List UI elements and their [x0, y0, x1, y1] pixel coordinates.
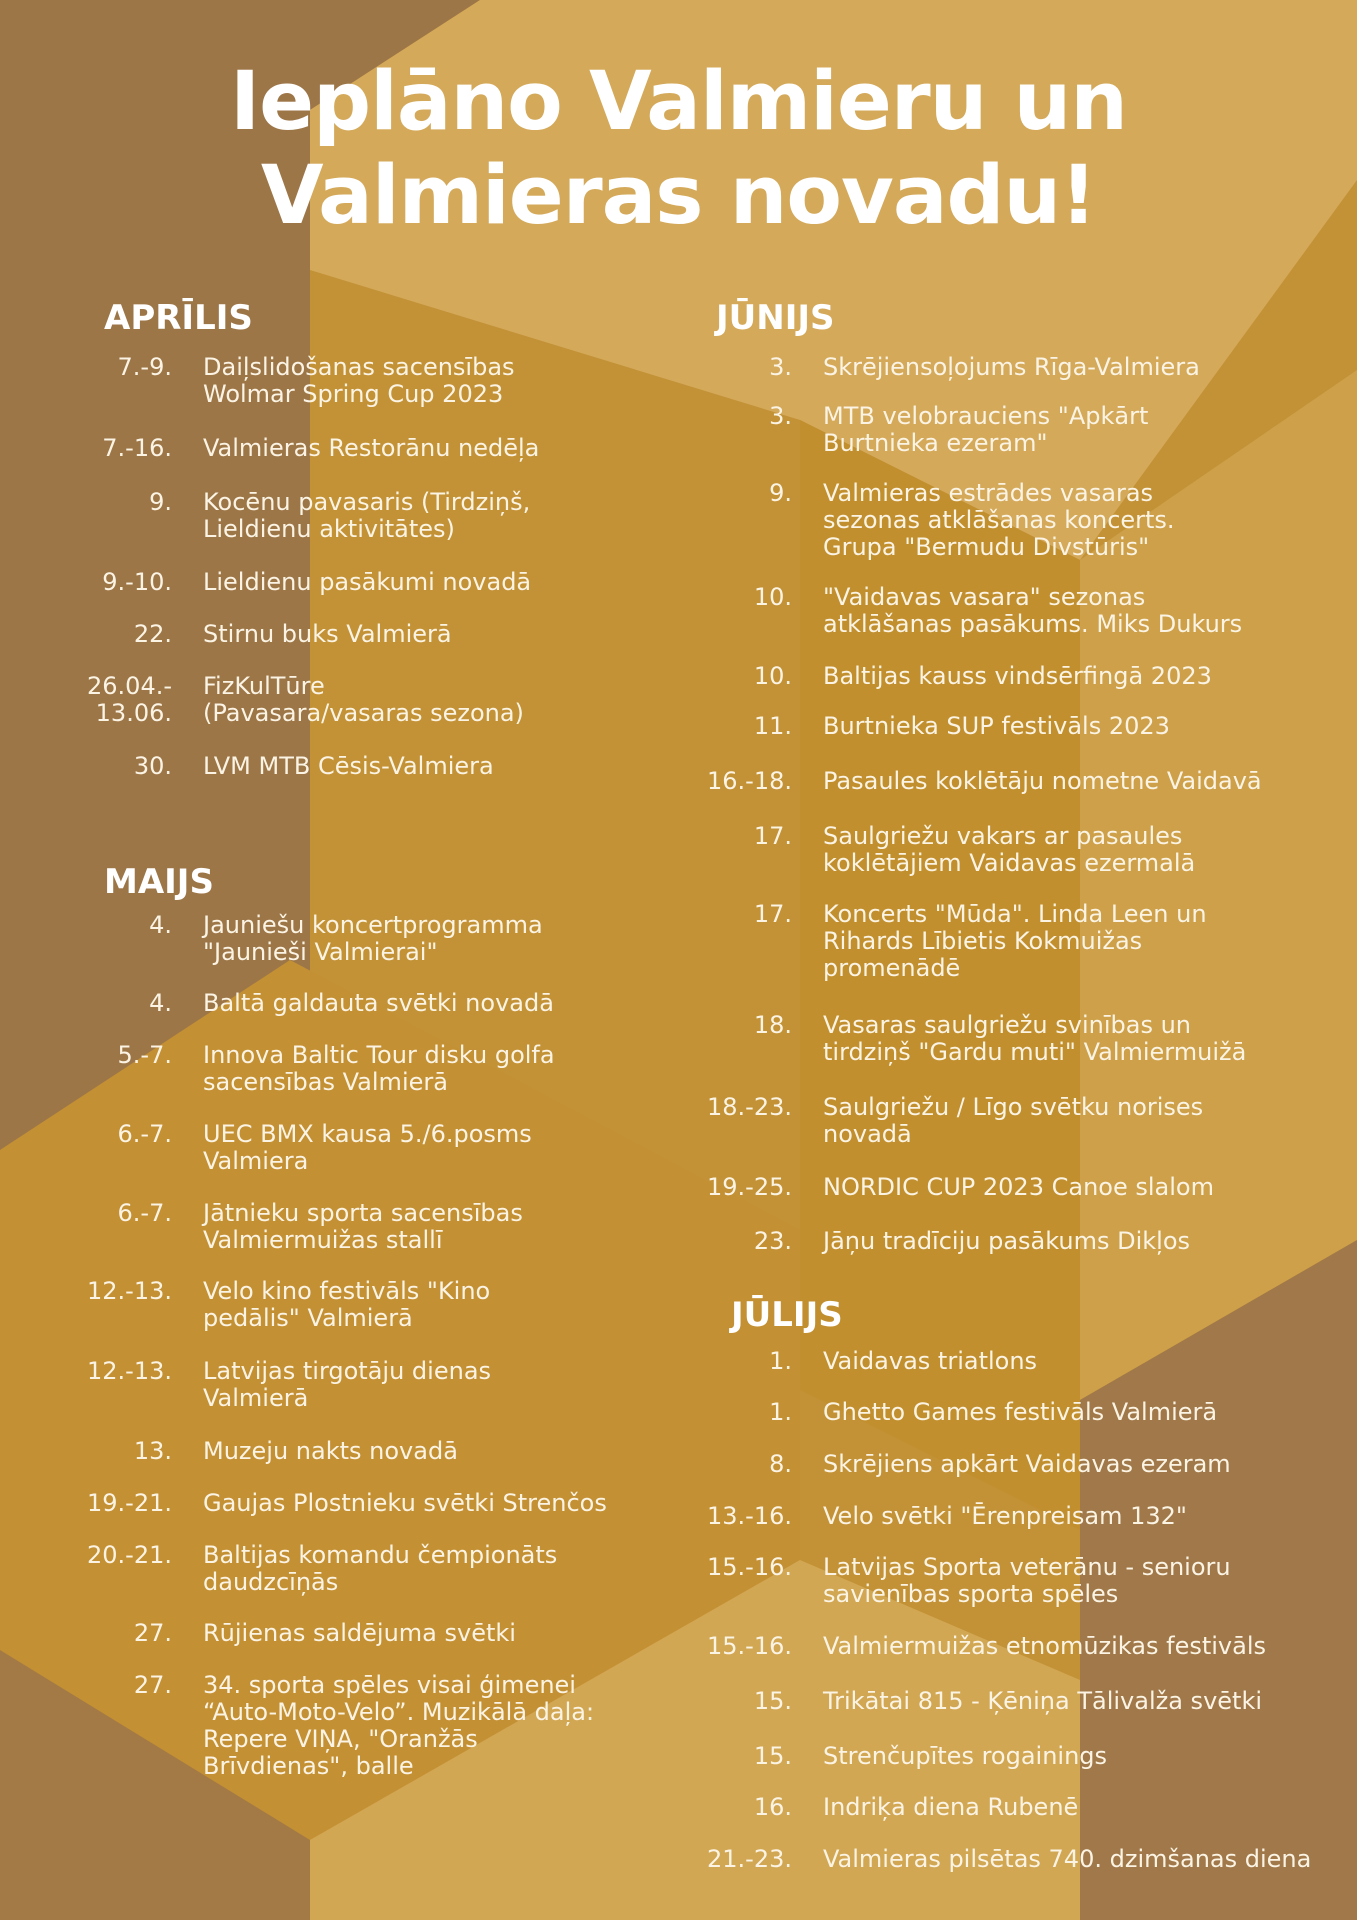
- event-title: Rūjienas saldējuma svētki: [203, 1619, 516, 1647]
- event-title: Strenčupītes rogainings: [823, 1742, 1108, 1770]
- month-heading-maijs: MAIJS: [104, 862, 214, 902]
- event-date: 30.: [133, 752, 172, 780]
- event-title: LVM MTB Cēsis-Valmiera: [203, 752, 494, 780]
- event-title: Valmieras estrādes vasaras sezonas atklāšanas koncerts. Grupa "Bermudu Divstūris": [823, 479, 1175, 561]
- event-date: 7.-9.: [117, 353, 172, 381]
- event-date: 23.: [753, 1227, 792, 1255]
- event-title: Baltijas kauss vindsērfingā 2023: [823, 662, 1212, 690]
- event-title: Vasaras saulgriežu svinības un tirdziņš "Gardu muti" Valmiermuižā: [823, 1011, 1247, 1066]
- event-title: Gaujas Plostnieku svētki Strenčos: [203, 1489, 607, 1517]
- event-date: 16.-18.: [707, 767, 792, 795]
- event-title: Innova Baltic Tour disku golfa sacensības Valmierā: [203, 1041, 555, 1096]
- event-title: Valmieras Restorānu nedēļa: [203, 434, 540, 462]
- event-title: Burtnieka SUP festivāls 2023: [823, 712, 1170, 740]
- event-date: 12.-13.: [87, 1357, 172, 1385]
- event-date: 15.-16.: [707, 1632, 792, 1660]
- event-date: 8.: [769, 1450, 792, 1478]
- event-date: 6.-7.: [117, 1120, 172, 1148]
- event-title: Jāņu tradīciju pasākums Dikļos: [823, 1227, 1191, 1255]
- event-date: 4.: [149, 989, 172, 1017]
- event-title: Indriķa diena Rubenē: [823, 1793, 1079, 1821]
- event-date: 10.: [753, 662, 792, 690]
- month-heading-junijs: JŪNIJS: [716, 298, 835, 338]
- event-date: 27.: [133, 1671, 172, 1699]
- event-date: 19.-25.: [707, 1173, 792, 1201]
- event-title: 34. sporta spēles visai ģimenei “Auto-Moto-Velo”. Muzikālā daļa: Repere VIŅA, "Oranžās Brīvdienas", balle: [203, 1671, 595, 1780]
- event-title: Skrējiens apkārt Vaidavas ezeram: [823, 1450, 1231, 1478]
- event-date: 9.: [769, 479, 792, 507]
- event-title: Pasaules koklētāju nometne Vaidavā: [823, 767, 1262, 795]
- month-heading-julijs: JŪLIJS: [731, 1295, 843, 1335]
- event-date: 10.: [753, 583, 792, 611]
- event-date: 4.: [149, 911, 172, 939]
- event-title: Velo kino festivāls "Kino pedālis" Valmierā: [203, 1277, 491, 1332]
- event-date: 3.: [769, 402, 792, 430]
- event-date: 21.-23.: [707, 1845, 792, 1873]
- event-title: Muzeju nakts novadā: [203, 1437, 458, 1465]
- event-date: 22.: [133, 620, 172, 648]
- event-title: "Vaidavas vasara" sezonas atklāšanas pasākums. Miks Dukurs: [823, 583, 1243, 638]
- event-title: Stirnu buks Valmierā: [203, 620, 452, 648]
- event-title: Saulgriežu vakars ar pasaules koklētājiem Vaidavas ezermalā: [823, 822, 1196, 877]
- event-title: Valmiermuižas etnomūzikas festivāls: [823, 1632, 1267, 1660]
- event-title: Jātnieku sporta sacensības Valmiermuižas stallī: [203, 1199, 523, 1254]
- event-title: Vaidavas triatlons: [823, 1347, 1038, 1375]
- event-date: 15.: [753, 1687, 792, 1715]
- event-title: NORDIC CUP 2023 Canoe slalom: [823, 1173, 1214, 1201]
- event-title: Saulgriežu / Līgo svētku norises novadā: [823, 1093, 1204, 1148]
- event-title: Ghetto Games festivāls Valmierā: [823, 1398, 1218, 1426]
- event-date: 13.-16.: [707, 1502, 792, 1530]
- event-date: 16.: [753, 1793, 792, 1821]
- event-date: 18.: [753, 1011, 792, 1039]
- event-title: Velo svētki "Ērenpreisam 132": [823, 1502, 1187, 1530]
- event-title: Latvijas Sporta veterānu - senioru savienības sporta spēles: [823, 1553, 1231, 1608]
- event-title: Baltā galdauta svētki novadā: [203, 989, 554, 1017]
- event-date: 17.: [753, 900, 792, 928]
- event-date: 5.-7.: [117, 1041, 172, 1069]
- event-title: Jauniešu koncertprogramma "Jaunieši Valmierai": [203, 911, 543, 966]
- event-title: Daiļslidošanas sacensības Wolmar Spring Cup 2023: [203, 353, 515, 408]
- event-title: MTB velobrauciens "Apkārt Burtnieka ezeram": [823, 402, 1149, 457]
- event-title: Kocēnu pavasaris (Tirdziņš, Lieldienu aktivitātes): [203, 488, 531, 543]
- page-title: [0, 55, 1357, 243]
- event-title: Lieldienu pasākumi novadā: [203, 568, 532, 596]
- event-date: 12.-13.: [87, 1277, 172, 1305]
- event-date: 19.-21.: [87, 1489, 172, 1517]
- event-title: UEC BMX kausa 5./6.posms Valmiera: [203, 1120, 532, 1175]
- event-title: Skrējiensoļojums Rīga-Valmiera: [823, 353, 1200, 381]
- event-date: 9.-10.: [102, 568, 172, 596]
- event-date: 13.: [133, 1437, 172, 1465]
- event-date: 15.-16.: [707, 1553, 792, 1581]
- event-date: 26.04.- 13.06.: [87, 672, 172, 727]
- event-title: Latvijas tirgotāju dienas Valmierā: [203, 1357, 492, 1412]
- event-title: Baltijas komandu čempionāts daudzcīņās: [203, 1541, 558, 1596]
- event-date: 18.-23.: [707, 1093, 792, 1121]
- event-date: 6.-7.: [117, 1199, 172, 1227]
- event-date: 17.: [753, 822, 792, 850]
- month-heading-aprilis: APRĪLIS: [104, 298, 253, 338]
- event-date: 1.: [769, 1347, 792, 1375]
- event-date: 11.: [753, 712, 792, 740]
- event-title: Koncerts "Mūda". Linda Leen un Rihards Lībietis Kokmuižas promenādē: [823, 900, 1207, 982]
- title-line-2: Valmieras novadu!: [260, 149, 1097, 243]
- event-title: Trikātai 815 - Ķēniņa Tālivalža svētki: [823, 1687, 1263, 1715]
- event-date: 27.: [133, 1619, 172, 1647]
- event-date: 15.: [753, 1742, 792, 1770]
- event-date: 20.-21.: [87, 1541, 172, 1569]
- event-title: FizKulTūre (Pavasara/vasaras sezona): [203, 672, 524, 727]
- event-title: Valmieras pilsētas 740. dzimšanas diena: [823, 1845, 1312, 1873]
- event-date: 9.: [149, 488, 172, 516]
- title-line-1: Ieplāno Valmieru un: [230, 55, 1127, 149]
- event-date: 3.: [769, 353, 792, 381]
- event-date: 1.: [769, 1398, 792, 1426]
- event-date: 7.-16.: [102, 434, 172, 462]
